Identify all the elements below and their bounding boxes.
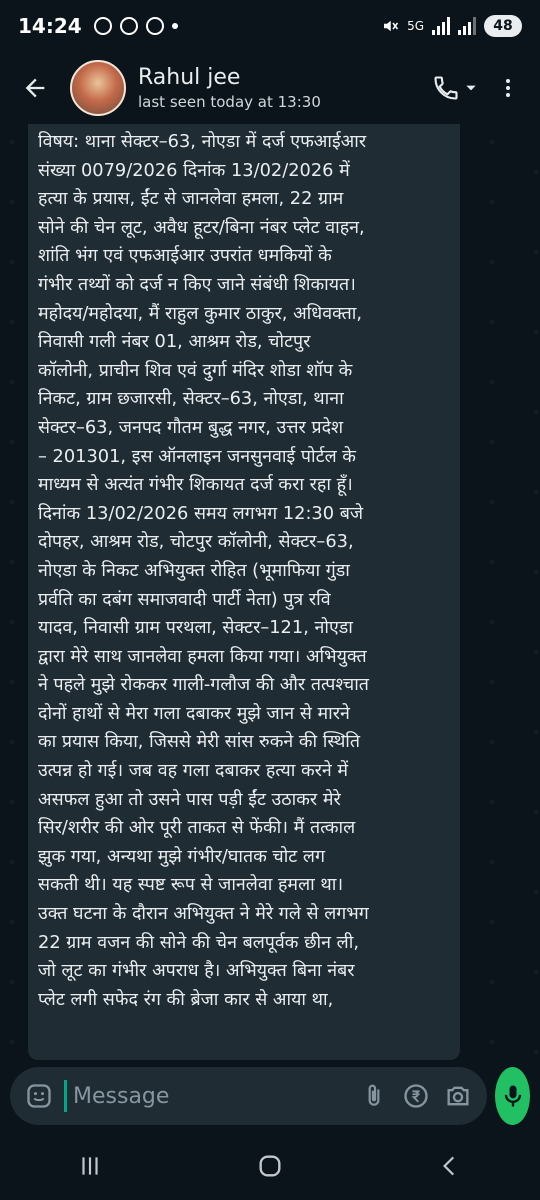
system-navigation-bar: [0, 1132, 540, 1200]
more-notifications-dot-icon: [172, 23, 178, 29]
message-line: द्वारा मेरे साथ जानलेवा हमला किया गया। अभियुक्त: [38, 645, 367, 667]
message-line: निकट, ग्राम छजारसी, सेक्टर–63, नोएडा, थाना: [38, 388, 344, 410]
message-line: हत्या के प्रयास, ईंट से जानलेवा हमला, 22 ग्राम: [38, 188, 344, 210]
battery-indicator: 48: [484, 15, 522, 37]
message-line: सोने की चेन लूट, अवैध हूटर/बिना नंबर प्लेट वाहन,: [38, 216, 365, 238]
camera-icon: [444, 1082, 472, 1110]
message-line: संख्या 0079/2026 दिनांक 13/02/2026 में: [38, 159, 350, 181]
message-line: नोएडा के निकट अभियुक्त रोहित (भूमाफिया गुंडा: [38, 559, 350, 581]
message-line: दिनांक 13/02/2026 समय लगभग 12:30 बजे: [38, 502, 364, 524]
message-input[interactable]: [64, 1080, 349, 1112]
more-options-icon[interactable]: [496, 74, 520, 102]
last-seen: last seen today at 13:30: [138, 93, 321, 111]
message-line: यादव, निवासी ग्राम परथला, सेक्टर–121, नोएडा: [38, 617, 353, 639]
message-line: – 201301, इस ऑनलाइन जनसुनवाई पोर्टल के: [38, 445, 356, 467]
message-line: सकती थी। यह स्पष्ट रूप से जानलेवा हमला था।: [38, 874, 344, 896]
message-line: प्रर्वति का दबंग समाजवादी पार्टी नेता) पुत्र रवि: [38, 588, 331, 610]
message-input-container: [10, 1067, 487, 1125]
arrow-left-icon: [21, 74, 49, 102]
message-composer: [0, 1060, 540, 1132]
chevron-down-icon: [464, 81, 478, 95]
recent-apps-icon[interactable]: [77, 1153, 103, 1179]
emoji-sticker-button[interactable]: [22, 1079, 56, 1113]
status-bar: [0, 0, 540, 52]
status-time: 14:24: [18, 14, 82, 38]
payment-button[interactable]: [399, 1079, 433, 1113]
message-line: जो लूट का गंभीर अपराध है। अभियुक्त बिना नंबर: [38, 960, 355, 982]
message-line: सेक्टर–63, जनपद गौतम बुद्ध नगर, उत्तर प्रदेश: [38, 416, 344, 438]
call-button[interactable]: [432, 74, 478, 102]
back-button[interactable]: [0, 52, 70, 124]
mute-icon: [381, 17, 399, 35]
message-line: दोपहर, आश्रम रोड, चोटपुर कॉलोनी, सेक्टर–63,: [38, 531, 354, 553]
message-line: का प्रयास किया, जिससे मेरी सांस रुकने की स्थिति: [38, 731, 361, 753]
contact-info[interactable]: [138, 64, 432, 112]
message-line: उक्त घटना के दौरान अभियुक्त ने मेरे गले से लगभग: [38, 903, 369, 925]
paperclip-icon: [361, 1083, 387, 1109]
message-bubble[interactable]: [28, 124, 460, 1060]
message-line: शांति भंग एवं एफआईआर उपरांत धमकियों के: [38, 245, 332, 267]
header-actions: [432, 74, 540, 102]
signal-strength-icon: [458, 17, 476, 35]
message-line: सिर/शरीर की ओर पूरी ताकत से फेंकी। मैं तत्काल: [38, 817, 356, 839]
network-type: 5G: [407, 19, 424, 33]
message-line: उत्पन्न हो गई। जब वह गला दबाकर हत्या करने में: [38, 760, 349, 782]
status-bar-left: [18, 14, 178, 38]
message-line: 22 ग्राम वजन की सोने की चेन बलपूर्वक छीन ली,: [38, 931, 359, 953]
message-line: प्लेट लगी सफेद रंग की ब्रेजा कार से आया था,: [38, 988, 334, 1010]
message-line: कॉलोनी, प्राचीन शिव एवं दुर्गा मंदिर शोडा शॉप के: [38, 359, 353, 381]
message-line: माध्यम से अत्यंत गंभीर शिकायत दर्ज करा रहा हूँ।: [38, 474, 353, 496]
attach-button[interactable]: [357, 1079, 391, 1113]
avatar[interactable]: [70, 60, 126, 116]
whatsapp-notification-icon: [120, 17, 138, 35]
phone-icon: [432, 74, 460, 102]
message-line: विषय: थाना सेक्टर–63, नोएडा में दर्ज एफआईआर: [38, 131, 367, 152]
whatsapp-notification-icon: [94, 17, 112, 35]
home-icon[interactable]: [256, 1152, 284, 1180]
message-line: निवासी गली नंबर 01, आश्रम रोड, चोटपुर: [38, 331, 311, 353]
signal-strength-icon: [432, 17, 450, 35]
voice-message-button[interactable]: [495, 1067, 530, 1125]
microphone-icon: [499, 1082, 527, 1110]
message-line: असफल हुआ तो उसने पास पड़ी ईंट उठाकर मेरे: [38, 788, 341, 810]
chat-area[interactable]: [0, 124, 540, 1060]
message-line: दोनों हाथों से मेरा गला दबाकर मुझे जान से मारने: [38, 702, 350, 724]
camera-button[interactable]: [441, 1079, 475, 1113]
message-line: गंभीर तथ्यों को दर्ज न किए जाने संबंधी शिकायत।: [38, 273, 356, 295]
message-line: ने पहले मुझे रोककर गाली-गलौज की और तत्पश्चात: [38, 674, 369, 696]
status-bar-right: [381, 15, 522, 37]
back-nav-icon[interactable]: [437, 1153, 463, 1179]
contact-name: Rahul jee: [138, 65, 241, 90]
message-line: झुक गया, अन्यथा मुझे गंभीर/घातक चोट लग: [38, 845, 325, 867]
rupee-icon: [402, 1082, 430, 1110]
chat-notification-icon: [146, 17, 164, 35]
chat-header: [0, 52, 540, 124]
sticker-icon: [25, 1082, 53, 1110]
message-line: महोदय/महोदया, मैं राहुल कुमार ठाकुर, अधिवक्ता,: [38, 302, 363, 324]
